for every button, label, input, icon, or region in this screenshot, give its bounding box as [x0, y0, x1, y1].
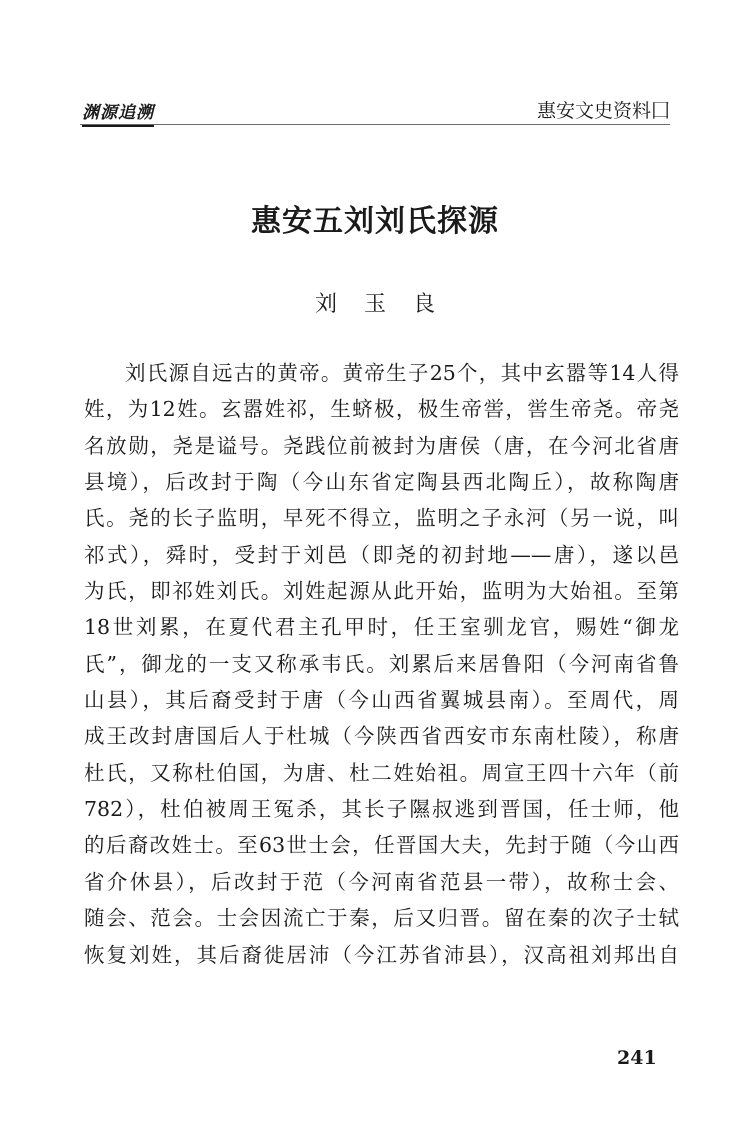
body-line: 随会、范会。士会因流亡于秦，后又归晋。留在秦的次子士轼: [84, 906, 679, 931]
section-label: 渊源追溯: [82, 98, 154, 127]
body-line: 的后裔改姓士。至63世士会，任晋国大夫，先封于随（今山西: [84, 833, 679, 858]
body-line: 18世刘累，在夏代君主孔甲时，任王室驯龙官，赐姓“御龙: [84, 615, 679, 640]
body-line: 祁式），舜时，受封于刘邑（即尧的初封地——唐），遂以邑: [84, 542, 679, 567]
article-body: [84, 355, 679, 973]
body-line: 刘氏源自远古的黄帝。黄帝生子25个，其中玄嚣等14人得: [125, 361, 679, 385]
series-title: 惠安文史资料囗: [536, 100, 670, 122]
body-line: 山县），其后裔受封于唐（今山西省翼城县南）。至周代，周: [84, 688, 679, 713]
body-line: 成王改封唐国后人于杜城（今陕西省西安市东南杜陵），称唐: [84, 724, 679, 749]
body-line: 县境），后改封于陶（今山东省定陶县西北陶丘），故称陶唐: [84, 470, 679, 495]
body-line: 氏”，御龙的一支又称承韦氏。刘累后来居鲁阳（今河南省鲁: [84, 651, 679, 676]
article-title: 惠安五刘刘氏探源: [251, 204, 499, 239]
header-divider: [80, 124, 670, 125]
body-line: 氏。尧的长子监明，早死不得立，监明之子永河（另一说，叫: [84, 506, 679, 531]
body-line: 782），杜伯被周王冤杀，其长子隰叔逃到晋国，任士师，他: [84, 797, 679, 822]
page-number: 241: [617, 1047, 657, 1069]
body-line: 杜氏，又称杜伯国，为唐、杜二姓始祖。周宣王四十六年（前: [84, 760, 679, 785]
body-line: 恢复刘姓，其后裔徙居沛（今江苏省沛县），汉高祖刘邦出自: [84, 942, 679, 967]
body-line: 省介休县），后改封于范（今河南省范县一带），故称士会、: [84, 869, 679, 894]
body-line: 为氏，即祁姓刘氏。刘姓起源从此开始，监明为大始祖。至第: [84, 579, 679, 604]
article-author: 刘 玉 良: [315, 292, 445, 317]
body-line: 姓，为12姓。玄嚣姓祁，生蛴极，极生帝喾，喾生帝尧。帝尧: [84, 397, 679, 422]
body-line: 名放勋，尧是谥号。尧践位前被封为唐侯（唐，在今河北省唐: [84, 433, 679, 458]
